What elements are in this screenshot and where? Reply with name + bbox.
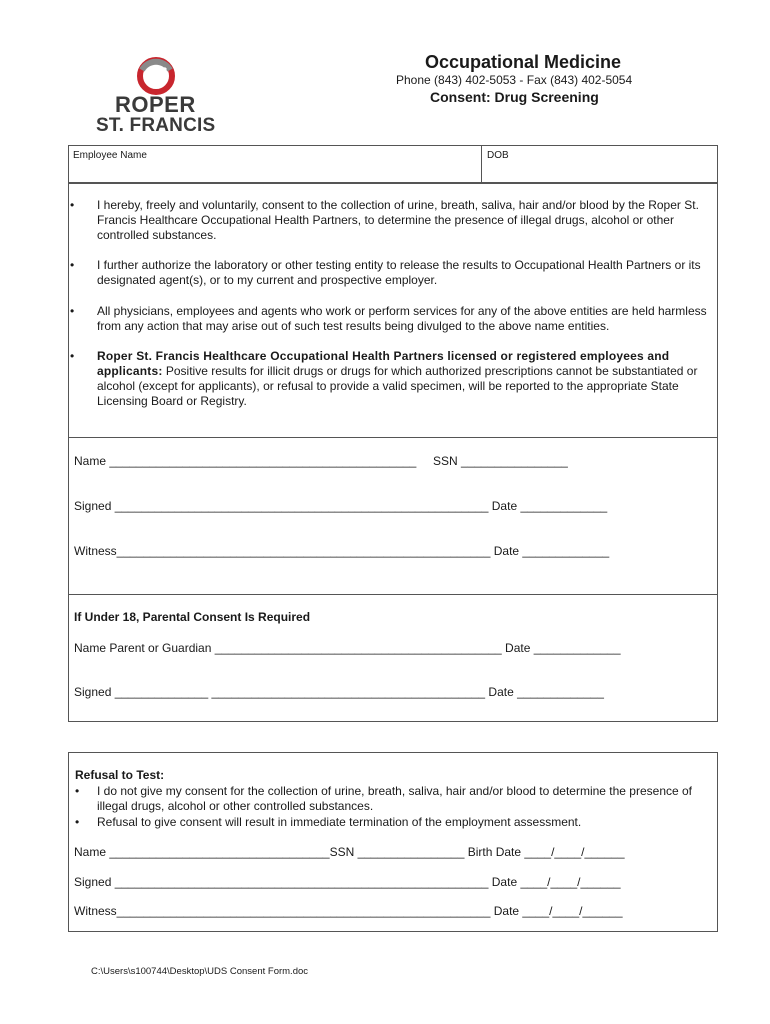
dob-field[interactable]: DOB: [487, 150, 509, 161]
signed-date-line[interactable]: Signed ________________________________________________________ Date _____________: [74, 499, 608, 513]
refusal-witness-line[interactable]: Witness________________________________________________________ Date ____/____/______: [74, 904, 623, 918]
consent-item: [70, 304, 715, 344]
refusal-item-text: I do not give my consent for the collection of urine, breath, saliva, hair and/or blood to determine the presence of illegal drugs, alcohol or other controlled substances.: [97, 784, 693, 813]
refusal-item-text: Refusal to give consent will result in immediate termination of the employment assessment.: [97, 815, 582, 829]
name-ssn-line[interactable]: Name ______________________________________________ SSN ________________: [74, 454, 568, 468]
employee-info-box: [68, 145, 718, 183]
consent-item-text: I further authorize the laboratory or other testing entity to release the results to Occupational Health Partners or its designated agent(s), or to my current and prospective employer.: [97, 258, 701, 287]
consent-item: [70, 258, 715, 298]
section-divider: [68, 594, 718, 595]
logo-text-roper: ROPER: [115, 92, 196, 117]
guardian-signed-line[interactable]: Signed ______________ _________________________________________ Date _____________: [74, 685, 604, 699]
logo-text-st-francis: ST. FRANCIS: [96, 115, 216, 136]
form-subtitle: Consent: Drug Screening: [430, 89, 599, 105]
bullet-icon: •: [70, 304, 75, 318]
consent-item-bold: Roper St. Francis Healthcare Occupational Health Partners licensed or registered employees and applicants:: [97, 349, 670, 378]
bullet-icon: •: [75, 784, 80, 798]
file-path-footer: C:\Users\s100744\Desktop\UDS Consent Form.doc: [91, 966, 309, 977]
refusal-item: [70, 784, 715, 816]
guardian-name-line[interactable]: Name Parent or Guardian ___________________________________________ Date _____________: [74, 641, 621, 655]
logo-ring-icon: [136, 56, 176, 96]
refusal-heading: Refusal to Test:: [75, 768, 165, 782]
bullet-icon: •: [70, 349, 75, 363]
employee-name-field[interactable]: Employee Name: [73, 150, 147, 161]
consent-item: [70, 198, 715, 258]
roper-st-francis-logo: [96, 56, 216, 138]
bullet-icon: •: [70, 258, 75, 272]
page-title: Occupational Medicine: [425, 52, 622, 72]
refusal-name-line[interactable]: Name _________________________________SSN ________________ Birth Date ____/____/______: [74, 845, 625, 859]
bullet-icon: •: [70, 198, 75, 212]
consent-item: [70, 349, 715, 419]
section-divider: [68, 437, 718, 438]
refusal-signed-line[interactable]: Signed ________________________________________________________ Date ____/____/______: [74, 875, 621, 889]
refusal-item: [70, 815, 715, 831]
consent-item-text: [97, 349, 715, 409]
consent-item-text: I hereby, freely and voluntarily, consent to the collection of urine, breath, saliva, hair and/or blood by the Roper St. Francis Healthcare Occupational Health Partners, to determine the presence of illegal drugs, alcohol or other controlled substances.: [97, 198, 699, 242]
witness-date-line[interactable]: Witness________________________________________________________ Date _____________: [74, 544, 610, 558]
employee-divider: [481, 145, 482, 183]
consent-item-text: All physicians, employees and agents who work or perform services for any of the above entities are held harmless from any action that may arise out of such test results being divulged to the above name entities.: [97, 304, 707, 333]
parental-consent-heading: If Under 18, Parental Consent Is Required: [74, 610, 311, 624]
consent-item-rest: Positive results for illicit drugs or drugs for which authorized prescriptions cannot be substantiated or alcohol (except for applicants), or refusal to provide a valid specimen, will be reported to the appropriate State Licensing Board or Registry.: [97, 364, 698, 408]
phone-fax: Phone (843) 402-5053 - Fax (843) 402-5054: [396, 73, 633, 87]
bullet-icon: •: [75, 815, 80, 829]
